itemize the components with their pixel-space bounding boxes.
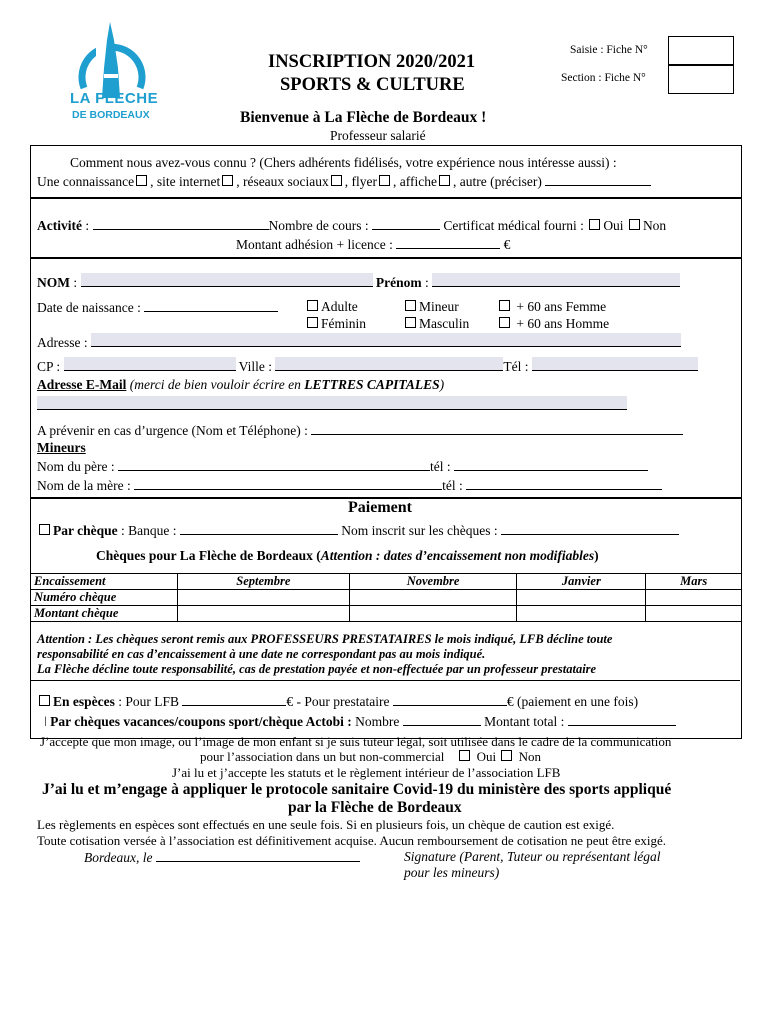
table-row (31, 590, 742, 606)
tel-label: Tél : (503, 359, 532, 374)
attention-line2: responsabilité en cas d’encaissement à une date ne correspondant pas au mois indiqué. (37, 647, 486, 661)
pere-row (37, 458, 648, 475)
montant-row (236, 236, 510, 253)
image-consent-text: pour l’association dans un but non-commercial (200, 749, 445, 764)
statuts-line: J’ai lu et j’accepte les statuts et le règlement intérieur de l’association LFB (172, 765, 561, 780)
saisie-label: Saisie : Fiche N° (570, 44, 648, 56)
masculin-option (403, 316, 469, 332)
vacances-label: Par chèques vacances/coupons sport/chèque Actobi : (50, 714, 352, 729)
nom-inscrit-label: Nom inscrit sur les chèques : (337, 523, 501, 538)
cotisation-note: Toute cotisation versée à l’association est définitivement acquise. Aucun remboursement de cotisation ne peut être exigé. (37, 833, 667, 848)
urgence-field[interactable] (311, 422, 683, 435)
cheques-heading (96, 548, 599, 564)
mere-label: Nom de la mère : (37, 478, 135, 493)
cheque-row (37, 522, 679, 539)
mere-tel-field[interactable] (466, 477, 662, 490)
femme60-option (497, 299, 606, 315)
homme60-option (497, 316, 609, 332)
certif-oui-checkbox[interactable] (589, 219, 600, 230)
homme60-checkbox[interactable] (499, 317, 510, 328)
opt-site-checkbox[interactable] (222, 175, 233, 186)
courses-label: Nombre de cours : (268, 218, 372, 233)
table-header: Septembre (178, 574, 350, 590)
pere-label: Nom du père : (37, 459, 118, 474)
montant-field[interactable] (396, 236, 500, 249)
cheque-cell[interactable] (517, 606, 646, 622)
image-oui-checkbox[interactable] (459, 750, 470, 761)
masculin-label: Masculin (419, 316, 470, 331)
nom-sep: : (70, 275, 81, 290)
name-row (37, 273, 680, 291)
table-row (31, 606, 742, 622)
bordeaux-label: Bordeaux, le (84, 850, 156, 865)
signature-line2: pour les mineurs) (404, 865, 500, 880)
email-label: Adresse E-Mail (37, 377, 127, 392)
address-row (37, 333, 681, 351)
table-header: Janvier (517, 574, 646, 590)
dob-field[interactable] (144, 299, 278, 312)
mere-field[interactable] (134, 477, 442, 490)
cheque-checkbox[interactable] (39, 524, 50, 535)
adulte-label: Adulte (321, 299, 358, 314)
attention-line1: Attention : Les chèques seront remis aux PROFESSEURS PRESTATAIRES le mois indiqué, LFB décline toute (37, 632, 613, 646)
covid-line1: J’ai lu et m’engage à appliquer le protocole sanitaire Covid-19 du ministère des sports appliqué (42, 781, 672, 798)
email-caps: LETTRES CAPITALES (304, 377, 440, 392)
how-options (37, 173, 651, 190)
image-consent-line1: J’accepte que mon image, ou l’image de mon enfant si je suis tuteur légal, soit utilisée dans le cadre de la communication (40, 734, 672, 749)
courses-field[interactable] (372, 217, 440, 230)
form-subtitle: SPORTS & CULTURE (280, 75, 465, 95)
cheques-table (30, 573, 742, 622)
how-question: Comment nous avez-vous connu ? (Chers adhérents fidélisés, votre expérience nous intéresse aussi) : (70, 155, 617, 170)
feminin-option (305, 316, 366, 332)
bordeaux-row (84, 849, 360, 866)
vacances-row (44, 713, 676, 730)
especes-checkbox[interactable] (39, 695, 50, 706)
date-field[interactable] (156, 849, 360, 862)
dob-label: Date de naissance : (37, 300, 145, 315)
logo-line2: DE BORDEAUX (72, 109, 150, 121)
mineur-label: Mineur (419, 299, 459, 314)
opt-flyer-checkbox[interactable] (379, 175, 390, 186)
activity-field[interactable] (93, 217, 269, 230)
especes-label: En espèces (53, 694, 115, 709)
welcome-heading: Bienvenue à La Flèche de Bordeaux ! (240, 109, 487, 126)
vacances-bullet: ǀ (44, 714, 51, 729)
certif-non-checkbox[interactable] (629, 219, 640, 230)
opt-affiche-checkbox[interactable] (439, 175, 450, 186)
pere-field[interactable] (118, 458, 430, 471)
table-header: Novembre (349, 574, 517, 590)
mere-row (37, 477, 662, 494)
table-header: Encaissement (31, 574, 178, 590)
homme60-label: + 60 ans Homme (513, 316, 610, 331)
pere-tel-label: tél : (429, 459, 454, 474)
opt-autre-label: , autre (préciser) (453, 174, 542, 189)
total-field[interactable] (568, 713, 676, 726)
section-label: Section : Fiche N° (561, 72, 646, 84)
certif-non-label: Non (642, 218, 667, 233)
cp-field[interactable] (64, 357, 236, 371)
logo-line1: LA FLECHE (70, 90, 159, 107)
opt-reseaux-label: , réseaux sociaux (236, 174, 329, 189)
teacher-type: Professeur salarié (330, 128, 426, 143)
city-row (37, 357, 698, 375)
section-field[interactable] (668, 64, 734, 94)
cheque-cell[interactable] (178, 590, 350, 606)
form-title: INSCRIPTION 2020/2021 (268, 52, 476, 72)
nom-inscrit-field[interactable] (501, 522, 679, 535)
opt-flyer-label: , flyer (344, 174, 378, 189)
mineur-checkbox[interactable] (405, 300, 416, 311)
email-row (37, 377, 444, 393)
cheque-cell[interactable] (517, 590, 646, 606)
image-non-label: Non (515, 749, 542, 764)
activity-sep: : (81, 218, 93, 233)
attention-line3: La Flèche décline toute responsabilité, cas de prestation payée et non-effectuée par un professeur prestataire (37, 662, 597, 676)
cheque-cell[interactable] (178, 606, 350, 622)
opt-autre-field[interactable] (545, 173, 651, 186)
banque-label: : Banque : (117, 523, 180, 538)
logo (62, 18, 162, 128)
how-section (30, 145, 742, 199)
cheque-cell[interactable] (349, 606, 517, 622)
tel-field[interactable] (532, 357, 698, 371)
cheque-cell[interactable] (349, 590, 517, 606)
mere-tel-label: tél : (442, 478, 467, 493)
opt-connaissance-checkbox[interactable] (136, 175, 147, 186)
cheque-label: Par chèque (53, 523, 118, 538)
une-fois-label: € (paiement en une fois) (506, 694, 639, 709)
femme60-label: + 60 ans Femme (513, 299, 607, 314)
nom-label: NOM (37, 275, 70, 290)
prenom-field[interactable] (432, 273, 680, 287)
total-label: Montant total : (480, 714, 568, 729)
row-label: Montant chèque (31, 606, 178, 622)
feminin-checkbox[interactable] (307, 317, 318, 328)
pour-prest-label: € - Pour prestataire (286, 694, 393, 709)
opt-reseaux-checkbox[interactable] (331, 175, 342, 186)
opt-site-label: , site internet (150, 174, 221, 189)
urgence-label: A prévenir en cas d’urgence (Nom et Téléphone) : (37, 423, 312, 438)
banque-field[interactable] (180, 522, 338, 535)
especes-row (37, 693, 638, 710)
email-field[interactable] (37, 396, 627, 410)
pour-lfb-field[interactable] (182, 693, 286, 706)
cheques-title: Chèques pour La Flèche de Bordeaux ( (96, 548, 321, 563)
image-non-checkbox[interactable] (501, 750, 512, 761)
image-oui-label: Oui (473, 749, 500, 764)
payment-title: Paiement (348, 499, 412, 516)
email-end: ) (439, 377, 445, 392)
pour-prest-field[interactable] (393, 693, 507, 706)
especes-note: Les règlements en espèces sont effectués en une seule fois. Si en plusieurs fois, un chèque de caution est exigé. (37, 817, 615, 832)
dob-row (37, 299, 278, 316)
prenom-label: Prénom (375, 275, 422, 290)
nom-field[interactable] (81, 273, 373, 287)
nombre-label: Nombre (351, 714, 403, 729)
saisie-field[interactable] (668, 36, 734, 66)
cheques-end: ) (594, 548, 599, 563)
table-row (31, 574, 742, 590)
pour-lfb-label: : Pour LFB (114, 694, 183, 709)
pere-tel-field[interactable] (454, 458, 648, 471)
montant-euro: € (500, 237, 511, 252)
urgence-row (37, 422, 683, 439)
row-label: Numéro chèque (31, 590, 178, 606)
mineurs-heading: Mineurs (37, 440, 86, 455)
feminin-label: Féminin (321, 316, 367, 331)
nombre-field[interactable] (403, 713, 481, 726)
femme60-checkbox[interactable] (499, 300, 510, 311)
activity-label: Activité (37, 218, 82, 233)
cheque-cell[interactable] (646, 590, 742, 606)
montant-label: Montant adhésion + licence : (236, 237, 397, 252)
masculin-checkbox[interactable] (405, 317, 416, 328)
opt-connaissance-label: Une connaissance (37, 174, 135, 189)
cp-label: CP : (37, 359, 64, 374)
email-note: (merci de bien vouloir écrire en (126, 377, 305, 392)
adresse-label: Adresse : (37, 335, 91, 350)
certif-oui-label: Oui (603, 218, 627, 233)
table-header: Mars (646, 574, 742, 590)
mineur-option (403, 299, 459, 315)
signature-line1: Signature (Parent, Tuteur ou représentant légal (404, 849, 661, 864)
ville-label: Ville : (235, 359, 276, 374)
image-consent-line2 (200, 749, 541, 765)
ville-field[interactable] (275, 357, 503, 371)
prenom-sep: : (421, 275, 433, 290)
adulte-checkbox[interactable] (307, 300, 318, 311)
certif-label: Certificat médical fourni : (439, 218, 588, 233)
opt-affiche-label: , affiche (393, 174, 438, 189)
activity-row (37, 217, 666, 234)
adresse-field[interactable] (91, 333, 681, 347)
cheques-note: Attention : dates d’encaissement non modifiables (320, 548, 595, 563)
covid-line2: par la Flèche de Bordeaux (288, 799, 462, 816)
cheque-cell[interactable] (646, 606, 742, 622)
adulte-option (305, 299, 358, 315)
